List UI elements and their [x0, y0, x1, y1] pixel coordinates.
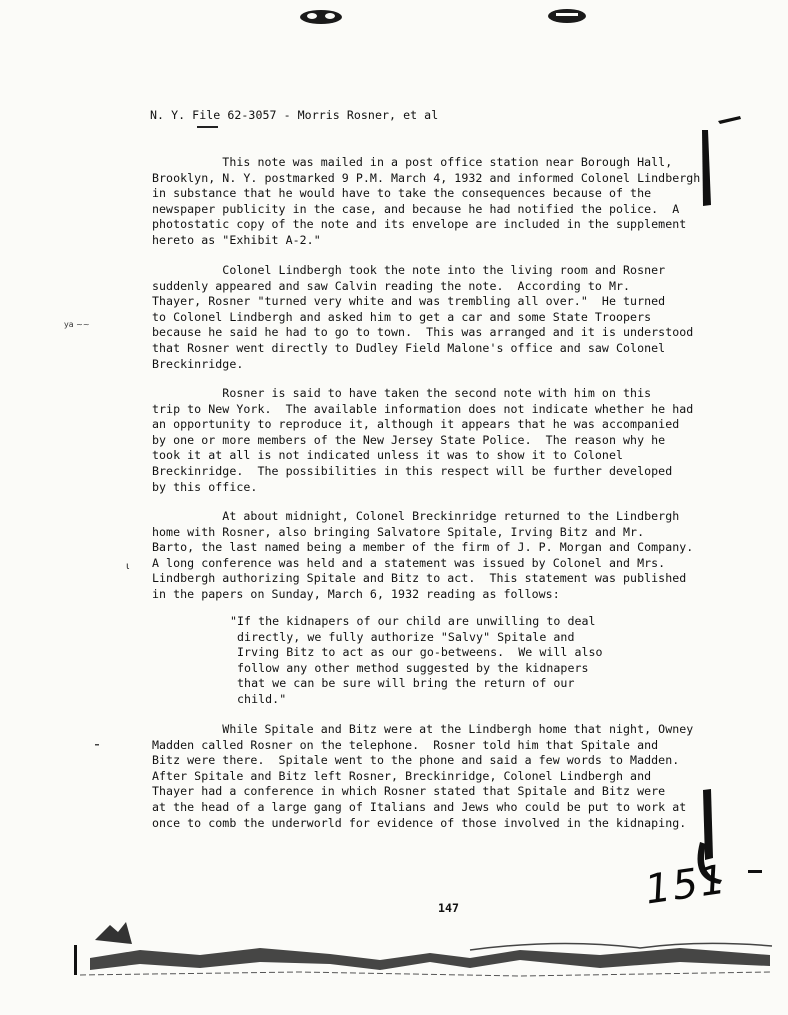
paragraph-5: While Spitale and Bitz were at the Lindbergh home that night, Owney Madden called Rosner on the telephone. Rosner told him that Spitale and Bitz were there. Spitale went to the phone and said a few words to Madden. After Spitale and Bitz left Rosner, Breckinridge, Colonel Lindbergh and Thayer had a conference in which Rosner stated that Spitale and Bitz were at the head of a large gang of Italians and Jews who could be put to work at once to comb the underworld for evidence of those involved in the kidnaping.: [152, 722, 694, 830]
margin-mark: [95, 744, 99, 746]
top-left-punch-mark: [300, 10, 342, 24]
margin-mark: ya ~~: [64, 320, 90, 329]
statement-quote: "If the kidnapers of our child are unwilling to deal directly, we fully authorize "Salvy" Spitale and Irving Bitz to act as our go-betweens. We will also follow any other method suggested by the kidnapers that we can be sure will bring the return of our child.": [230, 614, 603, 706]
margin-mark: ι: [126, 561, 130, 572]
paragraph-2: Colonel Lindbergh took the note into the living room and Rosner suddenly appeared and saw Calvin reading the note. According to Mr. Thayer, Rosner "turned very white and was trembling all over." He turned to Colonel Lindbergh and asked him to get a car and some State Troopers because he said he had to go to town. This was arranged and it is understood that Rosner went directly to Dudley Field Malone's office and saw Colonel Breckinridge.: [152, 263, 694, 371]
page-number: 147: [438, 901, 459, 915]
paragraph-3: Rosner is said to have taken the second note with him on this trip to New York. The available information does not indicate whether he had an opportunity to reproduce it, although it appears that he was accompanied by one or more members of the New Jersey State Police. The reason why he took it at all is not indicated unless it was to show it to Colonel Breckinridge. The possibilities in this respect will be further developed by this office.: [152, 386, 694, 494]
paragraph-4: At about midnight, Colonel Breckinridge returned to the Lindbergh home with Rosner, also bringing Salvatore Spitale, Irving Bitz and Mr. Barto, the last named being a member of the firm of J. P. Morgan and Company. A long conference was held and a statement was issued by Colonel and Mrs. Lindbergh authorizing Spitale and Bitz to act. This statement was published in the papers on Sunday, March 6, 1932 reading as follows:: [152, 509, 694, 601]
bottom-scan-noise: [74, 922, 772, 976]
margin-bracket-top: [702, 116, 741, 206]
top-right-punch-mark: [548, 9, 586, 23]
file-header: N. Y. File 62-3057 - Morris Rosner, et al: [150, 108, 439, 122]
handwritten-page-number: 151: [642, 856, 731, 914]
paragraph-1: This note was mailed in a post office station near Borough Hall, Brooklyn, N. Y. postmarked 9 P.M. March 4, 1932 and informed Colonel Lindbergh in substance that he would have to take the consequences because of the newspaper publicity in the case, and because he had notified the police. A photostatic copy of the note and its envelope are included in the supplement hereto as "Exhibit A-2.": [152, 155, 701, 247]
